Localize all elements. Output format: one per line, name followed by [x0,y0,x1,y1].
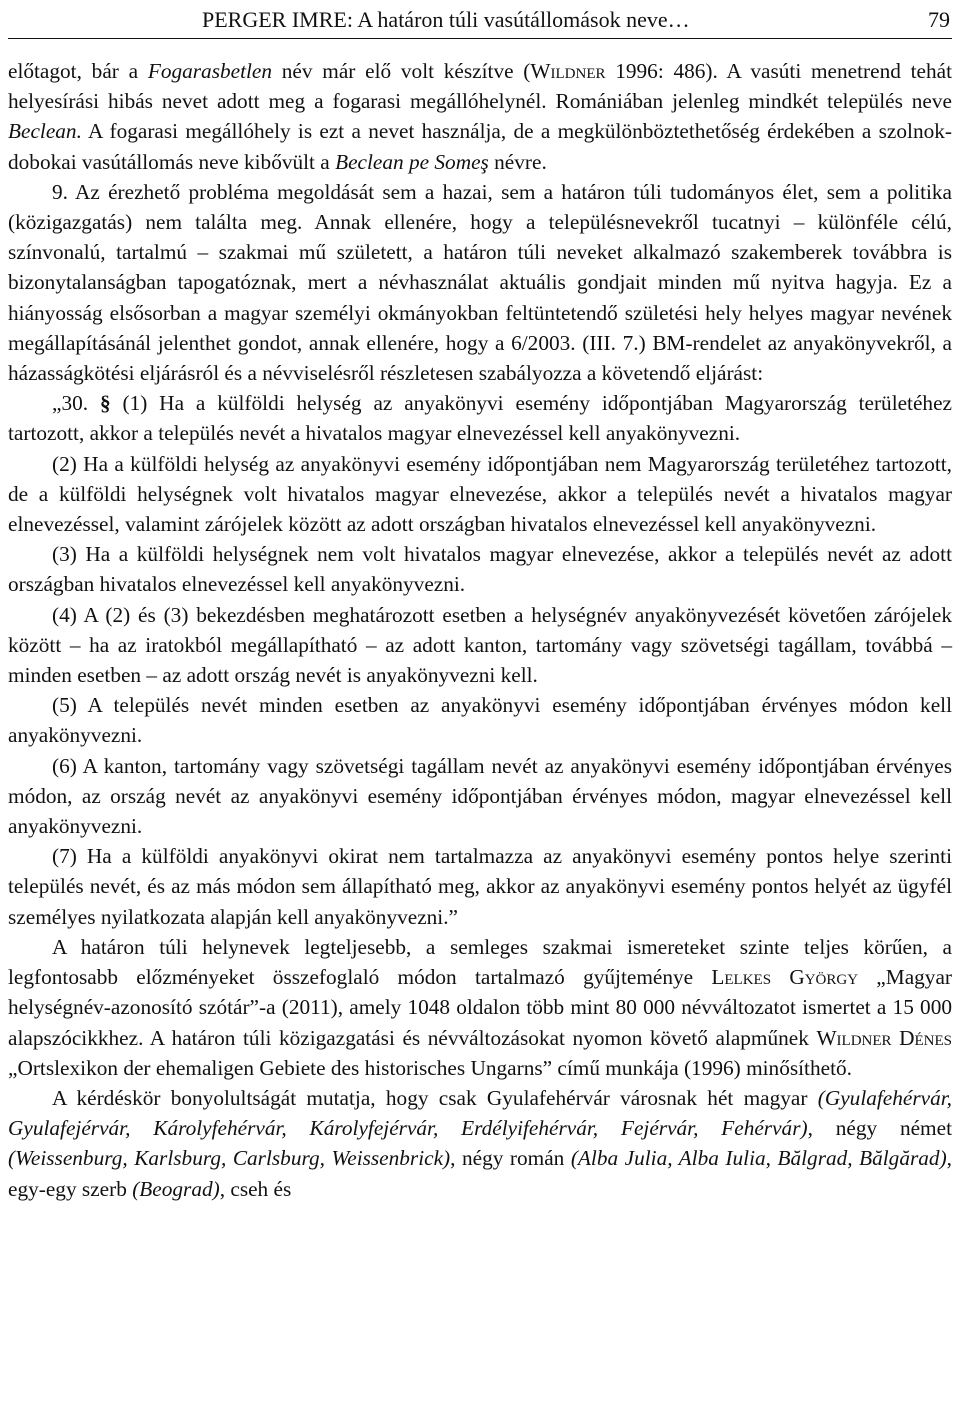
quote-section-30-6 [8,751,952,842]
text-run: (1) Ha a külföldi helység az anyakönyvi esemény időpontjában Magyarország területéhez tartozott, akkor a település nevét a hivatalos magyar elnevezéssel kell anyakönyvezni. [8,391,952,446]
text-run: „30. [52,391,100,416]
text-run: (Alba Julia, Alba Iulia, Bălgrad, Bălgărad) [570,1146,947,1171]
text-run: „Ortslexikon der ehemaligen Gebiete des historisches Ungarns” című munkája (1996) minősíthető. [8,1055,852,1080]
text-run: , egy-egy szerb [8,1146,952,1201]
page-number: 79 [928,7,950,32]
text-run: névre. [488,149,547,174]
paragraph-p2 [8,177,952,388]
text-run: „Magyar helységnév-azonosító szótár”-a (2011), amely 1048 oldalon több mint 80 000 névváltozatot ismertet a 15 000 alapszócikkhez. A határon túli közigazgatási és névváltozásokat nyomon követő alapműnek [8,965,952,1050]
text-run: (2) Ha a külföldi helység az anyakönyvi esemény időpontjában nem Magyarország területéhez tartozott, de a külföldi helységnek volt hivatalos magyar elnevezése, akkor a település nevét a hivatalos magyar elnevezéssel, valamint zárójelek között az adott országban hivatalos elnevezéssel kell anyakönyvezni. [8,451,952,537]
header-author: PERGER IMRE [202,7,347,32]
text-run: (5) A település nevét minden esetben az anyakönyvi esemény időpontjában érvényes módon kell anyakönyvezni. [8,693,952,748]
header-title-text: : A határon túli vasútállomások neve… [346,7,690,32]
text-run: 9. Az érezhető probléma megoldását sem a hazai, sem a határon túli tudományos élet, sem a politika (közigazgatás) nem találta meg. Annak ellenére, hogy a településnevekről tucatnyi – különféle célú, színvonalú, tartalmú – szakmai mű született, a határon túli neveket alkalmazó szakemberek továbbra is bizonytalanságban tapogatóznak, mert a névhasználat aktuális gondjait minden mű nyitva hagyja. Ez a hiányosság elsősorban a magyar személyi okmányokban feltüntetendő születési hely helyes magyar nevének megállapításánál jelenthet gondot, annak ellenére, hogy a 6/2003. (III. 7.) BM-rendelet az anyakönyvekről, a házasságkötési eljárásról és a névviselésről részletesen szabályozza a követendő eljárást: [8,179,952,386]
quote-section-30-3 [8,539,952,599]
text-run: 1996: 486). A vasúti menetrend tehát helyesírási hibás nevet adott meg a fogarasi megállóhelynél. Romániában jelenleg mindkét település neve [8,59,952,114]
running-header [8,4,952,39]
text-run: (7) Ha a külföldi anyakönyvi okirat nem tartalmazza az anyakönyvi esemény pontos helye szerinti település nevét, és az más módon sem állapítható meg, akkor az anyakönyvi esemény pontos helyét az ügyfél személyes nyilatkozata alapján kell anyakönyvezni.” [8,844,952,929]
text-run: Wildner [530,59,606,83]
paragraph-p10 [8,932,952,1083]
text-run: (Weissenburg, Karlsburg, Carlsburg, Weissenbrick) [8,1146,451,1171]
text-run: (6) A kanton, tartomány vagy szövetségi tagállam nevét az anyakönyvi esemény időpontjában érvényes módon, az ország nevét az anyakönyvi esemény időpontjában érvényes módon, magyar elnevezéssel kell anyakönyvezni. [8,753,952,839]
text-run: Beclean. [8,119,82,144]
text-run: (Gyulafehérvár, Gyulafejérvár, Károlyfehérvár, Károlyfejérvár, Erdélyifehérvár, Fejérvár, Fehérvár) [8,1085,952,1141]
text-run: Beclean pe Someş [335,149,489,174]
text-run: A kérdéskör bonyolultságát mutatja, hogy csak Gyulafehérvár városnak hét magyar [52,1085,818,1110]
paragraph-p11 [8,1083,952,1204]
text-run: , cseh és [219,1176,292,1201]
text-run: Fogarasbetlen [147,59,273,83]
text-run: § [99,391,111,416]
text-run: Wildner Dénes [816,1025,952,1050]
quote-section-30-1 [8,388,952,448]
text-run: , négy német [807,1116,952,1141]
text-run: (Beograd) [132,1176,220,1201]
header-title [202,5,690,35]
quote-section-30-2 [8,449,952,540]
text-run: A határon túli helynevek legteljesebb, a semleges szakmai ismereteket szinte teljes körűen, a legfontosabb előzményeket összefoglaló módon tartalmazó gyűjteménye [8,934,952,990]
text-run: , négy román [450,1146,571,1171]
paragraph-p1 [8,56,952,177]
text-run: A fogarasi megállóhely is ezt a nevet használja, de a megkülönböztethetőség érdekében a szolnok-dobokai vasútállomás neve kibővült a [8,119,952,174]
quote-section-30-7 [8,841,952,932]
quote-section-30-5 [8,690,952,750]
body-text [8,56,952,1204]
text-run: (3) Ha a külföldi helységnek nem volt hivatalos magyar elnevezése, akkor a település nevét az adott országban hivatalos elnevezéssel kell anyakönyvezni. [8,542,952,597]
text-run: előtagot, bár a [8,59,148,83]
text-run: Lelkes György [711,965,859,990]
text-run: (4) A (2) és (3) bekezdésben meghatározott esetben a helységnév anyakönyvezését követően zárójelek között – ha az iratokból megállapítható – az adott kanton, tartomány vagy szövetségi tagállam, továbbá – minden esetben – az adott ország nevét is anyakönyvezni kell. [8,602,952,688]
quote-section-30-4 [8,600,952,691]
text-run: név már elő volt készítve ( [272,59,531,83]
